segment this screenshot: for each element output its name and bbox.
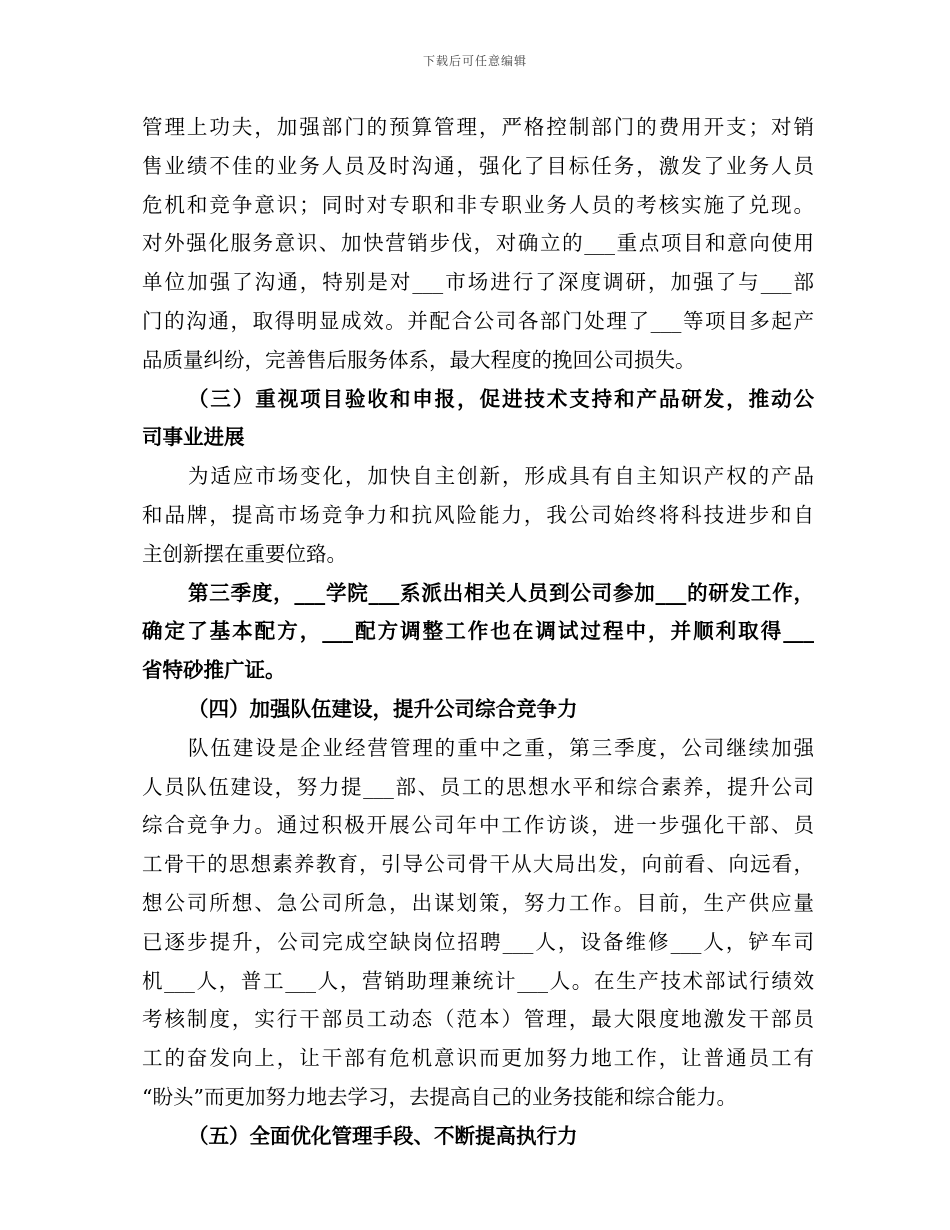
paragraph-line: 队伍建设是企业经营管理的重中之重，第三季度，公司继续加强 <box>188 735 814 760</box>
paragraph-line: 已逐步提升，公司完成空缺岗位招聘___人，设备维修___人，铲车司 <box>142 929 814 954</box>
paragraph-line: 管理上功夫，加强部门的预算管理，严格控制部门的费用开支；对销 <box>142 115 814 139</box>
page-header: 下载后可任意编辑 <box>422 54 527 68</box>
paragraph-line: 售业绩不佳的业务人员及时沟通，强化了目标任务，激发了业务人员 <box>142 153 814 178</box>
section-heading-line: 确定了基本配方，___配方调整工作也在调试过程中，并顺利取得___ <box>142 619 814 644</box>
section-heading-line: （三）重视项目验收和申报，促进技术支持和产品研发，推动公 <box>188 386 814 411</box>
paragraph-line: 门的沟通，取得明显成效。并配合公司各部门处理了___等项目多起产 <box>142 308 814 333</box>
paragraph-line: 单位加强了沟通，特别是对___市场进行了深度调研，加强了与___部 <box>142 270 814 295</box>
paragraph-line: 想公司所想、急公司所急，出谋划策，努力工作。目前，生产供应量 <box>142 890 814 915</box>
paragraph-line: 人员队伍建设，努力提___部、员工的思想水平和综合素养，提升公司 <box>142 774 814 799</box>
paragraph-line: 工骨干的思想素养教育，引导公司骨干从大局出发，向前看、向远看， <box>142 852 814 877</box>
paragraph-line: 主创新摆在重要位臵。 <box>142 541 347 566</box>
paragraph-line: 品质量纠纷，完善售后服务体系，最大程度的挽回公司损失。 <box>142 347 696 372</box>
paragraph-line: 危机和竞争意识；同时对专职和非专职业务人员的考核实施了兑现。 <box>142 192 814 217</box>
section-heading-line: 省特砂推广证。 <box>142 658 286 683</box>
paragraph-line: 为适应市场变化，加快自主创新，形成具有自主知识产权的产品 <box>188 464 814 489</box>
section-heading-line: （四）加强队伍建设，提升公司综合竞争力 <box>188 696 578 721</box>
section-heading-line: （五）全面优化管理手段、不断提高执行力 <box>188 1123 578 1148</box>
section-heading-line: 第三季度，___学院___系派出相关人员到公司参加___的研发工作， <box>188 580 814 605</box>
paragraph-line: “盼头”而更加努力地去学习，去提高自己的业务技能和综合能力。 <box>142 1084 737 1109</box>
paragraph-line: 机___人，普工___人，营销助理兼统计___人。在生产技术部试行绩效 <box>142 968 814 993</box>
paragraph-line: 综合竞争力。通过积极开展公司年中工作访谈，进一步强化干部、员 <box>142 813 814 838</box>
section-heading-line: 司事业进展 <box>142 425 245 450</box>
paragraph-line: 和品牌，提高市场竞争力和抗风险能力，我公司始终将科技进步和自 <box>142 502 814 527</box>
paragraph-line: 对外强化服务意识、加快营销步伐，对确立的___重点项目和意向使用 <box>142 231 814 256</box>
document-body <box>142 108 814 1156</box>
paragraph-line: 工的奋发向上，让干部有危机意识而更加努力地工作，让普通员工有 <box>142 1046 814 1071</box>
paragraph-line: 考核制度，实行干部员工动态（范本）管理，最大限度地激发干部员 <box>142 1007 814 1032</box>
